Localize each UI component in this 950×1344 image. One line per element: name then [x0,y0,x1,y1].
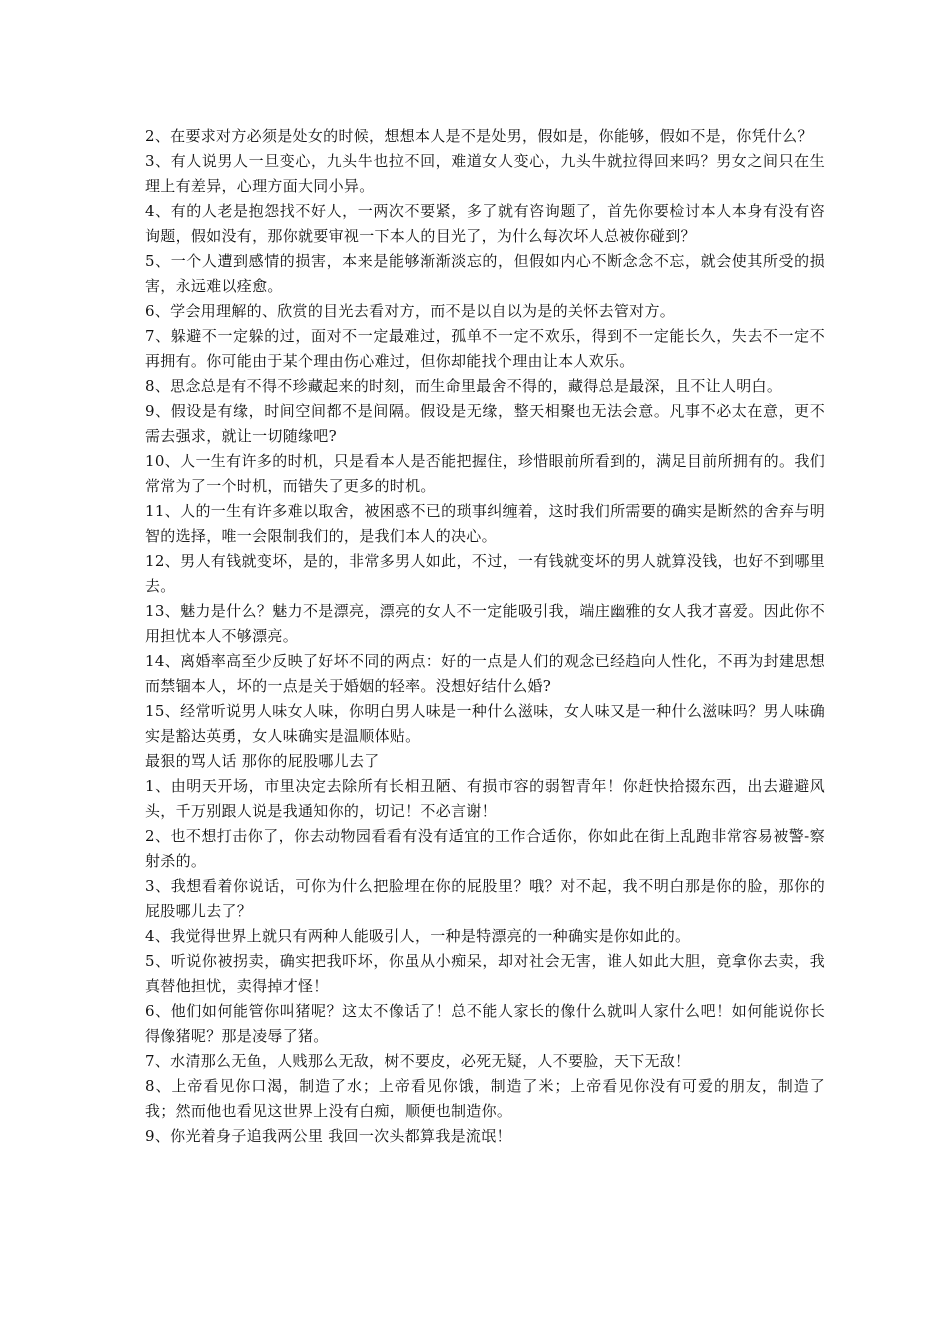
paragraph: 8、上帝看见你口渴，制造了水；上帝看见你饿，制造了米；上帝看见你没有可爱的朋友，制造了我；然而他也看见这世界上没有白痴，顺便也制造你。 [145,1077,825,1120]
paragraph: 7、躲避不一定躲的过，面对不一定最难过，孤单不一定不欢乐，得到不一定能长久，失去不一定不再拥有。你可能由于某个理由伤心难过，但你却能找个理由让本人欢乐。 [145,327,825,370]
paragraph: 15、经常听说男人味女人味，你明白男人味是一种什么滋味，女人味又是一种什么滋味吗？男人味确实是豁达英勇，女人味确实是温顺体贴。 [145,702,825,745]
paragraph: 11、人的一生有许多难以取舍，被困惑不已的琐事纠缠着，这时我们所需要的确实是断然的舍弃与明智的选择，唯一会限制我们的，是我们本人的决心。 [145,502,825,545]
paragraph: 10、人一生有许多的时机，只是看本人是否能把握住，珍惜眼前所看到的，满足目前所拥有的。我们常常为了一个时机，而错失了更多的时机。 [145,452,825,495]
paragraph: 7、水清那么无鱼，人贱那么无敌，树不要皮，必死无疑，人不要脸，天下无敌！ [145,1052,691,1070]
paragraph: 3、我想看着你说话，可你为什么把脸埋在你的屁股里？哦？对不起，我不明白那是你的脸，那你的屁股哪儿去了？ [145,877,825,920]
paragraph: 9、你光着身子追我两公里 我回一次头都算我是流氓！ [145,1127,512,1145]
paragraph: 12、男人有钱就变坏，是的，非常多男人如此，不过，一有钱就变坏的男人就算没钱，也好不到哪里去。 [145,552,825,595]
paragraph: 8、思念总是有不得不珍藏起来的时刻，而生命里最舍不得的，藏得总是最深，且不让人明白。 [145,377,783,395]
paragraph: 13、魅力是什么？魅力不是漂亮，漂亮的女人不一定能吸引我，端庄幽雅的女人我才喜爱。因此你不用担忧本人不够漂亮。 [145,602,825,645]
paragraph: 2、在要求对方必须是处女的时候，想想本人是不是处男，假如是，你能够，假如不是，你凭什么？ [145,127,813,145]
paragraph: 3、有人说男人一旦变心，九头牛也拉不回，难道女人变心，九头牛就拉得回来吗？男女之间只在生理上有差异，心理方面大同小异。 [145,152,825,195]
paragraph: 4、有的人老是抱怨找不好人，一两次不要紧，多了就有咨询题了，首先你要检讨本人本身有没有咨询题，假如没有，那你就要审视一下本人的目光了，为什么每次坏人总被你碰到？ [145,202,825,245]
paragraph: 1、由明天开场，市里决定去除所有长相丑陋、有损市容的弱智青年！你赶快拾掇东西，出去避避风头，千万别跟人说是我通知你的，切记！不必言谢！ [145,777,825,820]
paragraph: 6、他们如何能管你叫猪呢？这太不像话了！总不能人家长的像什么就叫人家什么吧！如何能说你长得像猪呢？那是凌辱了猪。 [145,1002,825,1045]
paragraph: 6、学会用理解的、欣赏的目光去看对方，而不是以自以为是的关怀去管对方。 [145,302,676,320]
paragraph: 5、一个人遭到感情的损害，本来是能够渐渐淡忘的，但假如内心不断念念不忘，就会使其所受的损害，永远难以痊愈。 [145,252,825,295]
paragraph: 5、听说你被拐卖，确实把我吓坏，你虽从小痴呆，却对社会无害，谁人如此大胆，竟拿你去卖，我真替他担忧，卖得掉才怪！ [145,952,825,995]
paragraph: 14、离婚率高至少反映了好坏不同的两点：好的一点是人们的观念已经趋向人性化，不再为封建思想而禁锢本人，坏的一点是关于婚姻的轻率。没想好结什么婚? [145,652,825,695]
section-heading: 最狠的骂人话 那你的屁股哪儿去了 [145,752,380,770]
paragraph: 4、我觉得世界上就只有两种人能吸引人，一种是特漂亮的一种确实是你如此的。 [145,927,691,945]
paragraph: 2、也不想打击你了，你去动物园看看有没有适宜的工作合适你，你如此在街上乱跑非常容易被警-察射杀的。 [145,827,825,870]
document-body [145,124,825,1149]
paragraph: 9、假设是有缘，时间空间都不是间隔。假设是无缘，整天相聚也无法会意。凡事不必太在意，更不需去强求，就让一切随缘吧? [145,402,825,445]
